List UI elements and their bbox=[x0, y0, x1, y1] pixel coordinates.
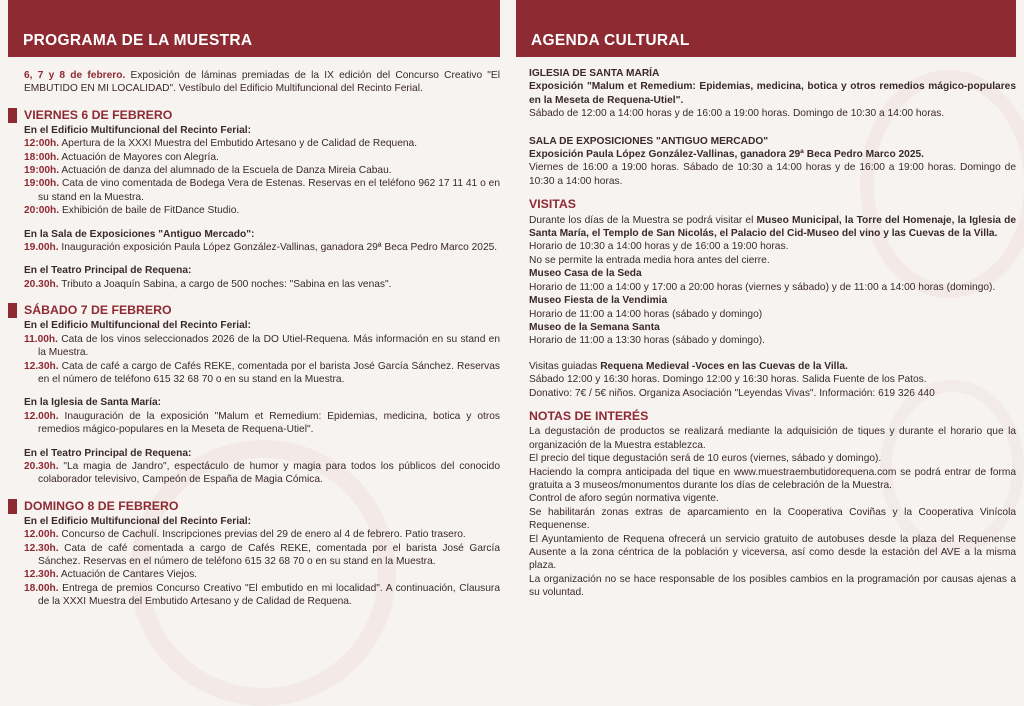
event-item bbox=[24, 204, 500, 217]
event-item bbox=[24, 278, 500, 291]
event-text: Inauguración exposición Paula López González-Vallinas, ganadora 29ª Beca Pedro Marco 2025. bbox=[61, 242, 498, 254]
event-time: 19:00h. bbox=[24, 165, 60, 177]
spacer bbox=[24, 254, 500, 263]
venue-heading: En el Edificio Multifuncional del Recinto Ferial: bbox=[24, 124, 251, 136]
day-marker bbox=[8, 499, 17, 514]
nota-item: Haciendo la compra anticipada del tique en www.muestraembutidorequena.com se podrá entrar de forma gratuita a 3 museos/monumentos durante los días de celebración de la Muestra. bbox=[529, 466, 1016, 491]
event-text: Entrega de premios Concurso Creativo "El embutido en mi localidad". A continuación, Clausura de la XXXI Muestra del Embutido Artesano y de Calidad de Requena. bbox=[38, 582, 500, 608]
event-item bbox=[24, 137, 500, 150]
spacer bbox=[24, 437, 500, 446]
event-time: 12.00h. bbox=[24, 410, 59, 422]
museo-hours: Horario de 11:00 a 14:00 horas (sábado y domingo) bbox=[529, 308, 763, 320]
event-item bbox=[24, 582, 500, 609]
agenda-header-band bbox=[516, 0, 1016, 57]
event-text: Cata de café a cargo de Cafés REKE, comentada por el barista José García Sánchez. Reservas en el número de teléfono 615 32 68 70 o en su stand en la Muestra. bbox=[38, 360, 500, 385]
nota-item: La degustación de productos se realizará mediante la adquisición de tiques y durante el horario que la organización de la Muestra establezca. bbox=[529, 426, 1016, 451]
nota-item: El precio del tique degustación será de 10 euros (viernes, sábado y domingo). bbox=[529, 453, 882, 465]
event-time: 11.00h. bbox=[24, 333, 58, 345]
event-time: 18:00h. bbox=[24, 151, 60, 163]
visitas-note: No se permite la entrada media hora antes del cierre. bbox=[529, 254, 770, 266]
programa-title: PROGRAMA DE LA MUESTRA bbox=[23, 32, 253, 49]
day-title: SÁBADO 7 DE FEBRERO bbox=[24, 303, 172, 318]
event-text: Concurso de Cachulí. Inscripciones previas del 29 de enero al 4 de febrero. Patio trasero. bbox=[61, 529, 466, 541]
event-text: Actuación de danza del alumnado de la Escuela de Danza Mireia Cabau. bbox=[61, 165, 392, 177]
visitas-intro bbox=[529, 214, 1016, 241]
event-item bbox=[24, 151, 500, 164]
programa-body bbox=[8, 57, 500, 609]
agenda-body bbox=[516, 57, 1016, 600]
guided-tour bbox=[529, 360, 1016, 373]
day-header bbox=[8, 499, 500, 514]
visitas-hours: Horario de 10:30 a 14:00 horas y de 16:00 a 19:00 horas. bbox=[529, 241, 789, 253]
event-text: "La magia de Jandro", espectáculo de humor y magia para todos los públicos del conocido colaborador televisivo, Campeón de España de Magia Cómica. bbox=[38, 460, 500, 486]
event-text: Cata de los vinos seleccionados 2026 de la DO Utiel-Requena. Más información en su stand en la Muestra. bbox=[38, 333, 500, 359]
event-text: Inauguración de la exposición "Malum et Remedium: Epidemias, medicina, botica y otros remedios mágico-populares en la Meseta de Requena-Utiel". bbox=[38, 410, 500, 436]
visitas-intro-text: Durante los días de la Muestra se podrá visitar el bbox=[529, 214, 754, 226]
event-text: Tributo a Joaquín Sabina, a cargo de 500 noches: "Sabina en las venas". bbox=[61, 278, 392, 290]
event-time: 20.30h. bbox=[24, 278, 59, 290]
event-time: 12.30h. bbox=[24, 542, 59, 554]
museos-list bbox=[529, 267, 1016, 347]
nota-item: Se habilitarán zonas extras de aparcamiento en la Cooperativa Coviñas y la Cooperativa Vinícola Requenense. bbox=[529, 506, 1016, 532]
venue-heading: En el Teatro Principal de Requena: bbox=[24, 265, 192, 277]
venue-heading: En la Iglesia de Santa María: bbox=[24, 397, 162, 409]
event-time: 20:00h. bbox=[24, 205, 60, 217]
intro-text: Exposición de láminas premiadas de la IX edición del Concurso Creativo "El EMBUTIDO EN MI LOCALIDAD". Vestíbulo del Edificio Multifuncional del Recinto Ferial. bbox=[24, 70, 500, 95]
event-item bbox=[24, 460, 500, 487]
event-item bbox=[24, 241, 500, 254]
visitas-title: VISITAS bbox=[529, 197, 576, 212]
day-header bbox=[8, 108, 500, 123]
nota-item: La organización no se hace responsable de los posibles cambios en la programación por causas ajenas a su voluntad. bbox=[529, 573, 1016, 599]
event-item bbox=[24, 177, 500, 204]
venue-heading: En el Edificio Multifuncional del Recinto Ferial: bbox=[24, 515, 251, 527]
event-item bbox=[24, 333, 500, 360]
event-time: 12:00h. bbox=[24, 138, 60, 150]
guided-price: Donativo: 7€ / 5€ niños. Organiza Asociación "Leyendas Vivas". Información: 619 326 440 bbox=[529, 387, 935, 399]
event-text: Actuación de Cantares Viejos. bbox=[60, 569, 198, 581]
day-header bbox=[8, 303, 500, 318]
iglesia-hours: Sábado de 12:00 a 14:00 horas y de 16:00 a 19:00 horas. Domingo de 10:30 a 14:00 horas. bbox=[529, 108, 945, 120]
days-list bbox=[24, 108, 500, 609]
iglesia-venue: IGLESIA DE SANTA MARÍA bbox=[529, 68, 660, 79]
event-item bbox=[24, 360, 500, 387]
sala-venue: SALA DE EXPOSICIONES "ANTIGUO MERCADO" bbox=[529, 135, 769, 147]
event-item bbox=[24, 528, 500, 541]
event-time: 18.00h. bbox=[24, 582, 59, 594]
event-item bbox=[24, 542, 500, 569]
intro-date: 6, 7 y 8 de febrero. bbox=[24, 70, 126, 81]
programa-header-band bbox=[8, 0, 500, 57]
programa-column bbox=[8, 0, 500, 704]
event-text: Apertura de la XXXI Muestra del Embutido Artesano y de Calidad de Requena. bbox=[61, 138, 418, 150]
guided-name: Requena Medieval -Voces en las Cuevas de la Villa. bbox=[600, 360, 848, 372]
event-time: 12.00h. bbox=[24, 529, 59, 541]
nota-item: Control de aforo según normativa vigente. bbox=[529, 493, 719, 505]
notas-list bbox=[529, 425, 1016, 599]
museo-name: Museo Casa de la Seda bbox=[529, 268, 642, 280]
iglesia-exhibition: Exposición "Malum et Remedium: Epidemias, medicina, botica y otros remedios mágico-populares en la Meseta de Requena-Utiel". bbox=[529, 81, 1016, 106]
intro-paragraph bbox=[24, 69, 500, 96]
event-time: 19:00h. bbox=[24, 178, 60, 190]
day-title: VIERNES 6 DE FEBRERO bbox=[24, 107, 173, 122]
event-item bbox=[24, 164, 500, 177]
event-time: 12.30h. bbox=[24, 360, 59, 372]
spacer bbox=[24, 218, 500, 227]
event-item bbox=[24, 568, 500, 581]
venue-heading: En el Teatro Principal de Requena: bbox=[24, 447, 192, 459]
museo-hours: Horario de 11:00 a 13:30 horas (sábado y domingo). bbox=[529, 335, 765, 347]
event-text: Cata de café comentada a cargo de Cafés REKE, comentada por el barista José García Sánchez. Reservas en el número de teléfono 615 32 68 70 o en su stand en la Muestra. bbox=[38, 542, 500, 567]
museo-name: Museo de la Semana Santa bbox=[529, 321, 660, 333]
museo-hours: Horario de 11:00 a 14:00 y 17:00 a 20:00 horas (viernes y sábado) y de 11:00 a 14:00 horas (domingo). bbox=[529, 281, 996, 293]
visitas-places: Museo Municipal, la Torre del Homenaje, la Iglesia de Santa María, el Templo de San Nicolás, el Palacio del Cid-Museo del vino y las Cuevas de la Villa. bbox=[529, 214, 1016, 240]
notas-title: NOTAS DE INTERÉS bbox=[529, 408, 649, 423]
guided-hours: Sábado 12:00 y 16:30 horas. Domingo 12:00 y 16:30 horas. Salida Fuente de los Patos. bbox=[529, 374, 927, 386]
day-title: DOMINGO 8 DE FEBRERO bbox=[24, 498, 179, 513]
venue-heading: En el Edificio Multifuncional del Recinto Ferial: bbox=[24, 320, 251, 332]
sala-exhibition: Exposición Paula López González-Vallinas, ganadora 29ª Beca Pedro Marco 2025. bbox=[529, 149, 924, 161]
day-marker bbox=[8, 108, 17, 123]
event-time: 19.00h. bbox=[24, 242, 59, 254]
agenda-title: AGENDA CULTURAL bbox=[531, 32, 690, 49]
sala-block bbox=[529, 135, 1016, 189]
nota-item: El Ayuntamiento de Requena ofrecerá un servicio gratuito de autobuses desde la plaza del Requenense Ausente a la zona céntrica de la población y viceversa, así como desde la estación del AVE a la misma plaza. bbox=[529, 533, 1016, 572]
museo-name: Museo Fiesta de la Vendimia bbox=[529, 295, 668, 307]
visitas-section bbox=[529, 198, 1016, 400]
agenda-column bbox=[516, 0, 1016, 704]
day-marker bbox=[8, 303, 17, 318]
event-text: Cata de vino comentada de Bodega Vera de Estenas. Reservas en el teléfono 962 17 11 41 o en su stand en la Muestra. bbox=[38, 178, 500, 203]
event-time: 20.30h. bbox=[24, 460, 59, 472]
event-text: Exhibición de baile de FitDance Studio. bbox=[61, 205, 240, 217]
event-item bbox=[24, 410, 500, 437]
sala-hours: Viernes de 16:00 a 19:00 horas. Sábado de 10:30 a 14:00 horas y de 16:00 a 19:00 horas. Domingo de 10:30 a 14:00 horas. bbox=[529, 162, 1016, 187]
event-time: 12.30h. bbox=[24, 569, 59, 581]
venue-heading: En la Sala de Exposiciones "Antiguo Mercado": bbox=[24, 228, 255, 240]
guided-prefix: Visitas guiadas bbox=[529, 360, 598, 372]
event-text: Actuación de Mayores con Alegría. bbox=[61, 151, 219, 163]
notas-section bbox=[529, 410, 1016, 600]
iglesia-block bbox=[529, 67, 1016, 121]
spacer bbox=[24, 386, 500, 395]
